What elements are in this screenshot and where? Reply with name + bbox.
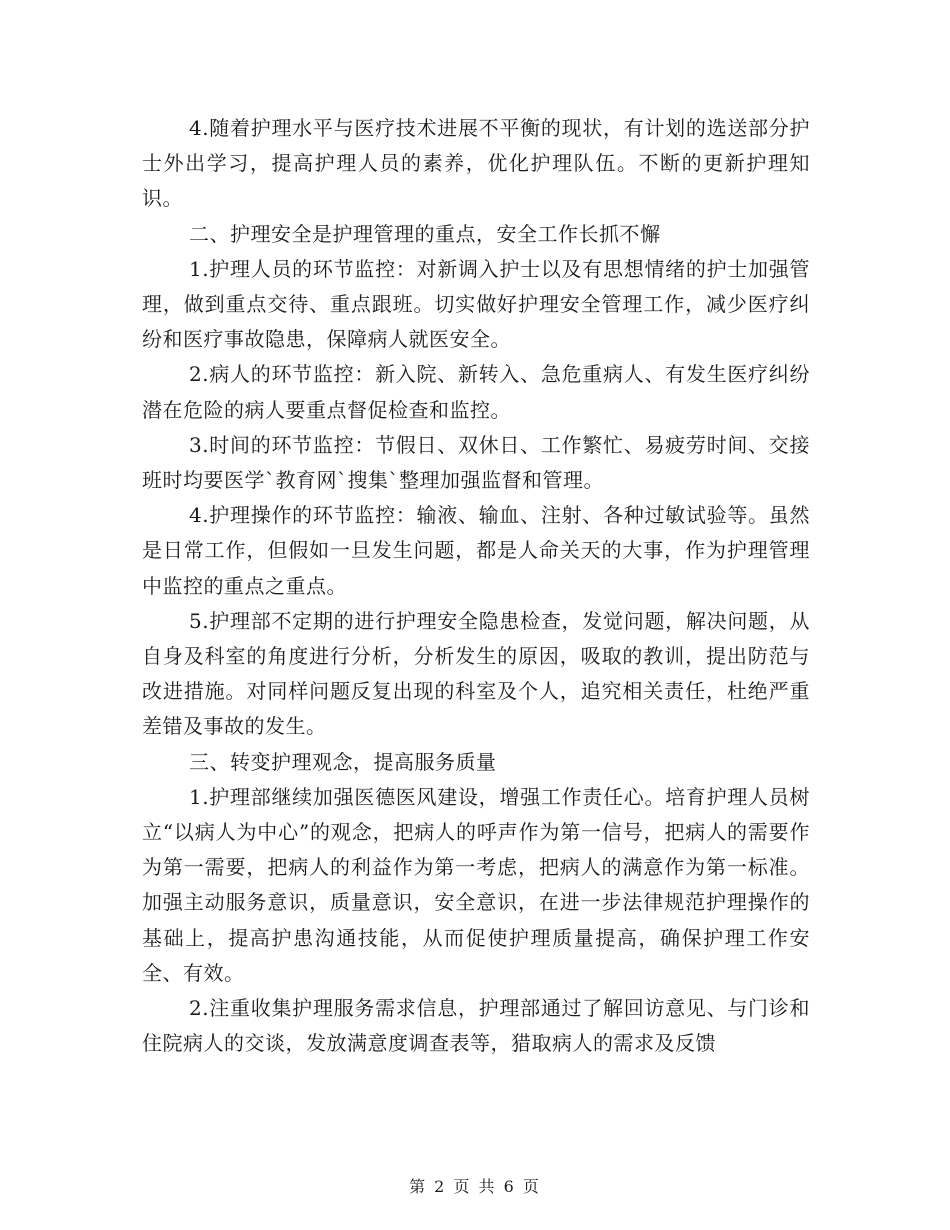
paragraph-operation-monitoring: 4.护理操作的环节监控：输液、输血、注射、各种过敏试验等。虽然是日常工作，但假如一旦发生问题，都是人命关天的大事，作为护理管理中监控的重点之重点。	[142, 503, 810, 598]
document-page	[142, 111, 810, 1061]
page-number-footer: 第 2 页 共 6 页	[409, 1177, 541, 1196]
paragraph-safety-inspection: 5.护理部不定期的进行护理安全隐患检查，发觉问题，解决问题，从自身及科室的角度进行分析，分析发生的原因，吸取的教训，提出防范与改进措施。对同样问题反复出现的科室及个人，追究相关责任，杜绝严重差错及事故的发生。	[142, 608, 810, 739]
paragraph-ethics: 1.护理部继续加强医德医风建设，增强工作责任心。培育护理人员树立“以病人为中心”的观念，把病人的呼声作为第一信号，把病人的需要作为第一需要，把病人的利益作为第一考虑，把病人的满意作为第一标准。加强主动服务意识，质量意识，安全意识，在进一步法律规范护理操作的基础上，提高护患沟通技能，从而促使护理质量提高，确保护理工作安全、有效。	[142, 784, 810, 985]
paragraph-feedback: 2.注重收集护理服务需求信息，护理部通过了解回访意见、与门诊和住院病人的交谈，发放满意度调查表等，猎取病人的需求及反馈	[142, 996, 810, 1056]
paragraph-patient-monitoring: 2.病人的环节监控：新入院、新转入、急危重病人、有发生医疗纠纷潜在危险的病人要重点督促检查和监控。	[142, 362, 810, 422]
section-heading-safety: 二、护理安全是护理管理的重点，安全工作长抓不懈	[189, 221, 661, 246]
paragraph-training: 4.随着护理水平与医疗技术进展不平衡的现状，有计划的选送部分护士外出学习，提高护理人员的素养，优化护理队伍。不断的更新护理知识。	[142, 116, 810, 211]
section-heading-service: 三、转变护理观念，提高服务质量	[189, 749, 497, 774]
paragraph-time-monitoring: 3.时间的环节监控：节假日、双休日、工作繁忙、易疲劳时间、交接班时均要医学`教育网`搜集`整理加强监督和管理。	[142, 432, 810, 493]
paragraph-staff-monitoring: 1.护理人员的环节监控：对新调入护士以及有思想情绪的护士加强管理，做到重点交待、重点跟班。切实做好护理安全管理工作，减少医疗纠纷和医疗事故隐患，保障病人就医安全。	[142, 256, 810, 352]
